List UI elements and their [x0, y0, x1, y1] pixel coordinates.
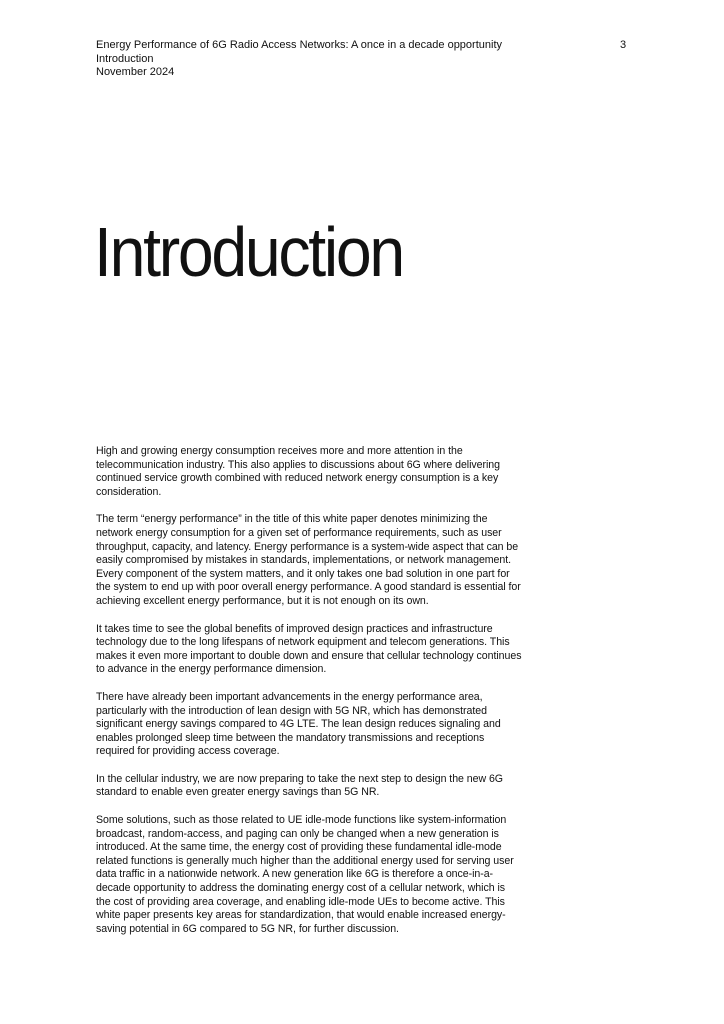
paragraph-line: standard to enable even greater energy savings than 5G NR.: [96, 786, 380, 799]
paragraph-line: makes it even more important to double down and ensure that cellular technology continues: [96, 649, 522, 662]
paragraph-line: It takes time to see the global benefits of improved design practices and infrastructure: [96, 622, 493, 635]
paragraph-line: introduced. At the same time, the energy cost of providing these fundamental idle-mode: [96, 841, 502, 854]
paragraph-line: saving potential in 6G compared to 5G NR, for further discussion.: [96, 922, 399, 935]
page-number: 3: [620, 39, 627, 51]
paragraph-line: Every component of the system matters, and it only takes one bad solution in one part for: [96, 567, 510, 580]
paragraph-line: decade opportunity to address the dominating energy cost of a cellular network, which is: [96, 882, 505, 895]
paragraph: [96, 623, 580, 677]
page-title: Introduction: [94, 213, 403, 291]
paragraph: [96, 445, 580, 499]
paragraph-line: continued service growth combined with reduced network energy consumption is a key: [96, 472, 499, 485]
paragraph-line: throughput, capacity, and latency. Energy performance is a system-wide aspect that can be: [96, 540, 519, 553]
paragraph-line: the system to end up with poor overall energy performance. A good standard is essential for: [96, 581, 521, 594]
paragraph-line: telecommunication industry. This also applies to discussions about 6G where delivering: [96, 458, 500, 471]
paragraph: [96, 814, 580, 936]
paragraph-line: In the cellular industry, we are now preparing to take the next step to design the new 6G: [96, 772, 503, 785]
paragraph-line: The term “energy performance” in the title of this white paper denotes minimizing the: [96, 513, 488, 526]
paragraph-line: network energy consumption for a given set of performance requirements, such as user: [96, 526, 502, 539]
paragraph-line: enables prolonged sleep time between the mandatory transmissions and receptions: [96, 731, 485, 744]
paragraph-line: achieving excellent energy performance, but it is not enough on its own.: [96, 594, 429, 607]
paragraph-line: There have already been important advancements in the energy performance area,: [96, 690, 483, 703]
paragraph-line: broadcast, random-access, and paging can only be changed when a new generation is: [96, 827, 499, 840]
paragraph-line: data traffic in a nationwide network. A new generation like 6G is therefore a once-in-a-: [96, 868, 494, 881]
paragraph-line: technology due to the long lifespans of network equipment and telecom generations. This: [96, 636, 510, 649]
body-text: [96, 445, 580, 950]
paragraph-line: easily compromised by mistakes in standards, implementations, or network management.: [96, 554, 512, 567]
running-header: [96, 39, 636, 80]
paragraph: [96, 513, 580, 608]
paragraph-line: the cost of providing area coverage, and enabling idle-mode UEs to become active. This: [96, 895, 505, 908]
paragraph: [96, 773, 580, 800]
paragraph-line: required for providing access coverage.: [96, 745, 280, 758]
paragraph-line: High and growing energy consumption receives more and more attention in the: [96, 445, 463, 457]
paragraph-line: significant energy savings compared to 4G LTE. The lean design reduces signaling and: [96, 718, 501, 731]
paragraph-line: related functions is generally much higher than the additional energy used for serving user: [96, 854, 514, 867]
paragraph-line: white paper presents key areas for standardization, that would enable increased energy-: [96, 909, 506, 922]
header-section: Introduction: [96, 52, 154, 65]
header-document-title: Energy Performance of 6G Radio Access Networks: A once in a decade opportunity: [96, 39, 503, 51]
paragraph-line: Some solutions, such as those related to UE idle-mode functions like system-information: [96, 814, 507, 827]
paragraph-line: to advance in the energy performance dimension.: [96, 663, 327, 676]
paragraph-line: consideration.: [96, 485, 162, 498]
paragraph: [96, 691, 580, 759]
header-date: November 2024: [96, 66, 175, 78]
paragraph-line: particularly with the introduction of lean design with 5G NR, which has demonstrated: [96, 704, 487, 717]
